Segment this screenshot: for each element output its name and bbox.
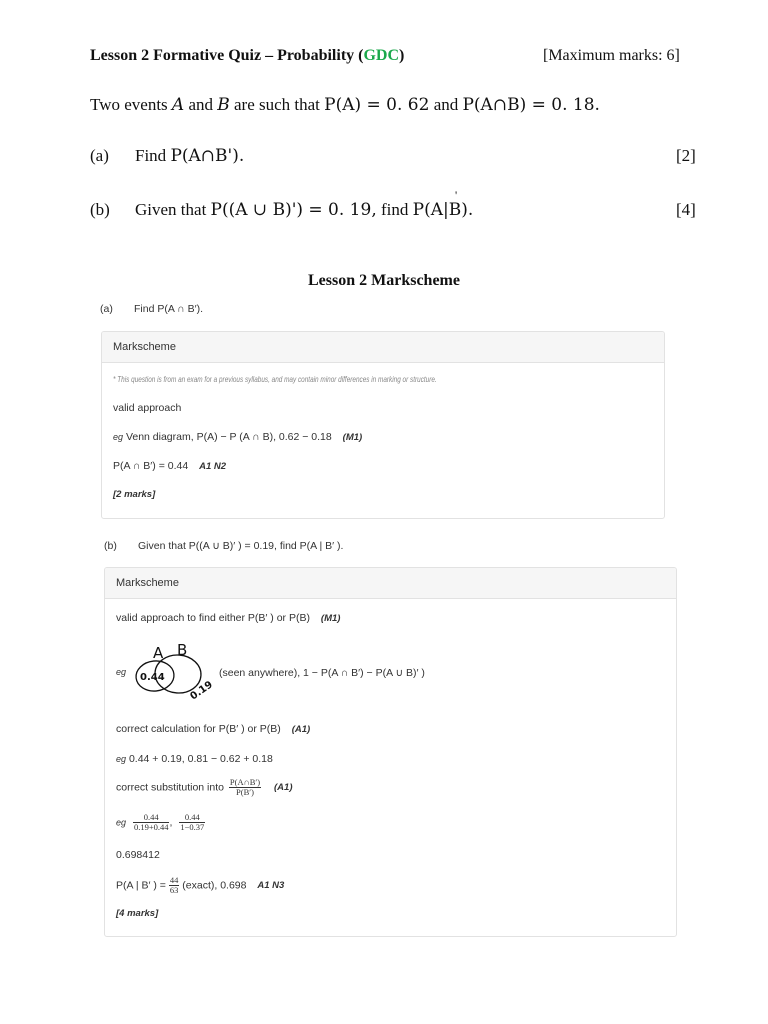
ms-a-line-answer: P(A ∩ B′) = 0.44 A1 N2: [113, 460, 227, 472]
ms-b-panel: [104, 567, 677, 937]
ms-b-panel-header: Markscheme: [105, 568, 676, 599]
ms-b-line-substitution: correct substitution into $\frac{P(A\cap B')}{P(B')}$ (A1): [116, 777, 293, 797]
ms-b-eg-label: eg: [116, 667, 127, 677]
part-a-marks: [2]: [676, 146, 696, 165]
venn-label-b: B: [177, 641, 188, 659]
ms-a-line-valid-approach: valid approach: [113, 402, 182, 414]
venn-value-inside: 0.44: [140, 672, 165, 683]
ms-a-note: * This question is from an exam for a previous syllabus, and may contain minor differences in marking or structure.: [113, 375, 437, 384]
venn-label-a: A: [153, 644, 164, 662]
fraction-final: $\frac{44}{63}$: [169, 875, 179, 895]
venn-value-outside: 0.19: [188, 679, 215, 703]
ms-b-line-correct-calc: correct calculation for P(B′ ) or P(B) (A1): [116, 723, 311, 735]
ms-b-line-decimal: 0.698412: [116, 849, 160, 861]
venn-diagram: [133, 638, 219, 704]
gdc-label: GDC: [363, 47, 400, 64]
part-a-label: (a): [90, 146, 109, 165]
ms-b-line-seen-anywhere: (seen anywhere), 1 − P(A ∩ B′) − P(A ∪ B)′ ): [219, 667, 425, 679]
ms-b-line-valid-approach: valid approach to find either P(B′ ) or P(B) (M1): [116, 612, 341, 624]
ms-a-panel-header: Markscheme: [102, 332, 664, 363]
ms-a-prompt: Find P(A ∩ B′).: [134, 303, 204, 315]
question-stem: Two events A and B are such that P(A) = 0. 62 and P(A∩B) = 0. 18.: [90, 95, 600, 115]
ms-a-line-eg: eg Venn diagram, P(A) − P (A ∩ B), 0.62 − 0.18 (M1): [113, 431, 363, 443]
ms-b-line-final-answer: P(A | B′ ) = $\frac{44}{63}$ (exact), 0.698 A1 N3: [116, 875, 285, 895]
ms-b-prompt: Given that P((A ∪ B)′ ) = 0.19, find P(A | B′ ).: [138, 540, 344, 552]
markscheme-title: Lesson 2 Markscheme: [308, 272, 460, 289]
ms-b-label: (b): [104, 540, 117, 552]
part-a-question: Find P(A∩B').: [135, 146, 245, 166]
part-b-question: Given that P((A ∪ B)') = 0. 19, find P(A|B).: [135, 200, 474, 220]
ms-a-label: (a): [100, 303, 113, 315]
part-b-label: (b): [90, 200, 110, 219]
part-b-prime-mark: ': [455, 188, 458, 202]
maximum-marks: [Maximum marks: 6]: [543, 47, 680, 64]
ms-a-total: [2 marks]: [113, 489, 156, 500]
fraction-1: $\frac{0.44}{0.19+0.44}$: [133, 812, 169, 832]
fraction-2: $\frac{0.44}{1-0.37}$: [180, 812, 205, 832]
ms-b-line-eg-calc: eg 0.44 + 0.19, 0.81 − 0.62 + 0.18: [116, 753, 273, 765]
conditional-probability-formula: $\frac{P(A\cap B')}{P(B')}$: [229, 777, 261, 797]
quiz-title: Lesson 2 Formative Quiz – Probability (GDC): [90, 47, 405, 64]
ms-b-line-eg-fractions: eg $\frac{0.44}{0.19+0.44}$ , $\frac{0.44}{1-0.37}$: [116, 812, 205, 832]
part-b-marks: [4]: [676, 200, 696, 219]
ms-a-panel: [101, 331, 665, 519]
ms-b-total: [4 marks]: [116, 908, 159, 919]
